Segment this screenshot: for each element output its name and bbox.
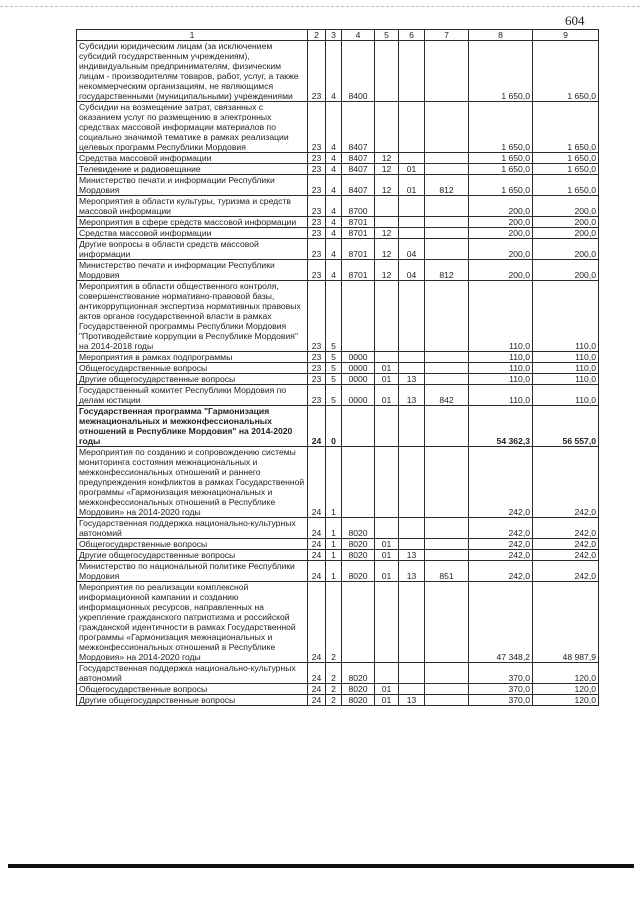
row-cell-col-8: 200,0 — [469, 196, 533, 217]
row-cell-col-6: 13 — [399, 550, 425, 561]
table-row — [77, 561, 599, 582]
row-cell-col-9: 242,0 — [533, 539, 599, 550]
row-cell-col-5: 12 — [375, 164, 399, 175]
row-cell-col-2: 24 — [308, 550, 326, 561]
row-cell-col-9: 56 557,0 — [533, 406, 599, 447]
row-cell-col-7 — [425, 102, 469, 153]
row-cell-col-6: 13 — [399, 374, 425, 385]
row-cell-col-2: 24 — [308, 582, 326, 663]
row-name-cell: Субсидии юридическим лицам (за исключением субсидий государственным учреждениям), индивидуальным предпринимателям, физическим лицам - производителям товаров, работ, услуг, а также некоммерческим организациям, не являющимся государственными (муниципальными) учреждениями — [77, 41, 308, 102]
row-cell-col-6 — [399, 228, 425, 239]
header-col-5: 5 — [375, 30, 399, 41]
row-cell-col-5 — [375, 582, 399, 663]
row-name-cell: Другие общегосударственные вопросы — [77, 550, 308, 561]
row-cell-col-4: 8407 — [342, 175, 375, 196]
row-cell-col-6 — [399, 663, 425, 684]
row-cell-col-7 — [425, 228, 469, 239]
row-cell-col-5: 12 — [375, 239, 399, 260]
row-cell-col-3: 4 — [326, 164, 342, 175]
row-name-cell: Государственная поддержка национально-культурных автономий — [77, 663, 308, 684]
row-cell-col-7 — [425, 281, 469, 352]
table-row — [77, 153, 599, 164]
row-cell-col-4 — [342, 406, 375, 447]
row-cell-col-5 — [375, 518, 399, 539]
row-cell-col-6 — [399, 539, 425, 550]
row-cell-col-7 — [425, 695, 469, 706]
row-cell-col-2: 24 — [308, 447, 326, 518]
row-cell-col-5 — [375, 196, 399, 217]
row-cell-col-9: 200,0 — [533, 228, 599, 239]
table-row — [77, 582, 599, 663]
row-cell-col-6: 13 — [399, 561, 425, 582]
row-cell-col-3: 4 — [326, 175, 342, 196]
row-name-cell: Субсидии на возмещение затрат, связанных с оказанием услуг по размещению в электронных средствах массовой информации материалов по социально значимой тематике в рамках реализации целевых программ Республики Мордовия — [77, 102, 308, 153]
row-cell-col-5: 12 — [375, 153, 399, 164]
row-cell-col-9: 120,0 — [533, 695, 599, 706]
row-cell-col-3: 0 — [326, 406, 342, 447]
row-cell-col-2: 23 — [308, 374, 326, 385]
row-cell-col-8: 242,0 — [469, 518, 533, 539]
row-cell-col-8: 110,0 — [469, 363, 533, 374]
row-cell-col-5 — [375, 102, 399, 153]
row-cell-col-4: 8701 — [342, 239, 375, 260]
row-cell-col-6: 01 — [399, 175, 425, 196]
row-cell-col-6: 13 — [399, 385, 425, 406]
row-cell-col-5: 12 — [375, 260, 399, 281]
row-cell-col-6 — [399, 684, 425, 695]
table-header-row — [77, 30, 599, 41]
row-cell-col-9: 1 650,0 — [533, 102, 599, 153]
row-cell-col-8: 200,0 — [469, 217, 533, 228]
row-cell-col-4: 8020 — [342, 684, 375, 695]
row-cell-col-5 — [375, 352, 399, 363]
page-number: 604 — [565, 13, 585, 28]
row-cell-col-8: 370,0 — [469, 663, 533, 684]
row-cell-col-7 — [425, 153, 469, 164]
row-cell-col-2: 24 — [308, 406, 326, 447]
row-cell-col-2: 23 — [308, 228, 326, 239]
row-cell-col-8: 242,0 — [469, 561, 533, 582]
row-cell-col-3: 5 — [326, 352, 342, 363]
row-cell-col-6 — [399, 102, 425, 153]
row-cell-col-5 — [375, 281, 399, 352]
row-cell-col-8: 1 650,0 — [469, 153, 533, 164]
row-cell-col-4: 0000 — [342, 374, 375, 385]
row-cell-col-4: 0000 — [342, 352, 375, 363]
row-name-cell: Мероприятия по созданию и сопровождению системы мониторинга состояния межнациональных и межконфессиональных отношений и раннего предупреждения конфликтов в рамках Государственной программы «Гармонизация межнациональных и межконфессиональных отношений в Республике Мордовия» на 2014-2020 годы — [77, 447, 308, 518]
row-cell-col-6 — [399, 153, 425, 164]
row-cell-col-6: 13 — [399, 695, 425, 706]
row-cell-col-6 — [399, 363, 425, 374]
row-cell-col-7 — [425, 447, 469, 518]
table-row — [77, 260, 599, 281]
row-cell-col-9: 110,0 — [533, 352, 599, 363]
row-cell-col-7: 851 — [425, 561, 469, 582]
row-cell-col-7 — [425, 217, 469, 228]
row-cell-col-3: 2 — [326, 695, 342, 706]
row-name-cell: Другие общегосударственные вопросы — [77, 695, 308, 706]
row-cell-col-5: 12 — [375, 175, 399, 196]
row-cell-col-4 — [342, 582, 375, 663]
row-cell-col-3: 5 — [326, 385, 342, 406]
row-cell-col-8: 1 650,0 — [469, 102, 533, 153]
row-name-cell: Общегосударственные вопросы — [77, 684, 308, 695]
header-col-3: 3 — [326, 30, 342, 41]
row-cell-col-3: 4 — [326, 217, 342, 228]
row-name-cell: Министерство печати и информации Республики Мордовия — [77, 175, 308, 196]
row-cell-col-7 — [425, 518, 469, 539]
row-cell-col-5 — [375, 663, 399, 684]
row-name-cell: Министерство печати и информации Республики Мордовия — [77, 260, 308, 281]
row-cell-col-6 — [399, 196, 425, 217]
row-cell-col-8: 200,0 — [469, 239, 533, 260]
row-cell-col-9: 110,0 — [533, 385, 599, 406]
row-cell-col-9: 120,0 — [533, 684, 599, 695]
row-cell-col-6 — [399, 352, 425, 363]
row-cell-col-6 — [399, 447, 425, 518]
header-col-1: 1 — [77, 30, 308, 41]
row-cell-col-7 — [425, 363, 469, 374]
row-cell-col-4: 8020 — [342, 550, 375, 561]
row-cell-col-8: 370,0 — [469, 695, 533, 706]
row-cell-col-2: 24 — [308, 684, 326, 695]
table-row — [77, 164, 599, 175]
row-cell-col-7 — [425, 663, 469, 684]
row-cell-col-3: 4 — [326, 102, 342, 153]
table-row — [77, 175, 599, 196]
row-cell-col-2: 24 — [308, 518, 326, 539]
row-cell-col-6 — [399, 217, 425, 228]
row-cell-col-9: 200,0 — [533, 260, 599, 281]
row-cell-col-3: 4 — [326, 153, 342, 164]
row-cell-col-2: 24 — [308, 695, 326, 706]
row-cell-col-2: 23 — [308, 196, 326, 217]
row-cell-col-3: 1 — [326, 518, 342, 539]
table-body — [77, 41, 599, 706]
row-cell-col-7 — [425, 352, 469, 363]
row-cell-col-4: 8407 — [342, 102, 375, 153]
row-cell-col-3: 2 — [326, 582, 342, 663]
table-row — [77, 41, 599, 102]
row-cell-col-2: 23 — [308, 217, 326, 228]
table-row — [77, 406, 599, 447]
row-cell-col-6: 04 — [399, 260, 425, 281]
row-cell-col-3: 1 — [326, 447, 342, 518]
row-cell-col-9: 242,0 — [533, 518, 599, 539]
row-cell-col-2: 23 — [308, 352, 326, 363]
row-cell-col-8: 200,0 — [469, 260, 533, 281]
row-cell-col-3: 4 — [326, 260, 342, 281]
row-cell-col-8: 110,0 — [469, 281, 533, 352]
header-col-8: 8 — [469, 30, 533, 41]
table-row — [77, 550, 599, 561]
row-cell-col-5: 01 — [375, 385, 399, 406]
row-cell-col-5: 01 — [375, 363, 399, 374]
table-row — [77, 228, 599, 239]
table-row — [77, 385, 599, 406]
row-cell-col-5 — [375, 217, 399, 228]
table-row — [77, 539, 599, 550]
header-col-9: 9 — [533, 30, 599, 41]
row-cell-col-2: 24 — [308, 539, 326, 550]
row-cell-col-8: 110,0 — [469, 385, 533, 406]
row-cell-col-5: 01 — [375, 561, 399, 582]
row-cell-col-2: 23 — [308, 102, 326, 153]
row-cell-col-9: 242,0 — [533, 550, 599, 561]
row-cell-col-8: 370,0 — [469, 684, 533, 695]
row-cell-col-2: 23 — [308, 153, 326, 164]
table-row — [77, 352, 599, 363]
row-cell-col-3: 4 — [326, 239, 342, 260]
row-cell-col-7 — [425, 550, 469, 561]
row-name-cell: Государственная программа "Гармонизация межнациональных и межконфессиональных отношений в Республике Мордовия" на 2014-2020 годы — [77, 406, 308, 447]
header-col-7: 7 — [425, 30, 469, 41]
table-row — [77, 239, 599, 260]
table-row — [77, 363, 599, 374]
row-cell-col-4: 8407 — [342, 153, 375, 164]
table-row — [77, 663, 599, 684]
header-col-6: 6 — [399, 30, 425, 41]
row-cell-col-8: 54 362,3 — [469, 406, 533, 447]
row-cell-col-6 — [399, 281, 425, 352]
row-cell-col-4: 8400 — [342, 41, 375, 102]
row-cell-col-7 — [425, 684, 469, 695]
row-cell-col-4: 8701 — [342, 217, 375, 228]
row-cell-col-8: 242,0 — [469, 539, 533, 550]
row-name-cell: Мероприятия в области общественного контроля, совершенствование нормативно-правовой базы, антикоррупционная экспертиза нормативных правовых актов органов государственной власти в рамках Государственной программы Республики Мордовия "Противодействие коррупции в Республике Мордовия" на 2014-2018 годы — [77, 281, 308, 352]
row-cell-col-5: 01 — [375, 539, 399, 550]
row-cell-col-4: 0000 — [342, 363, 375, 374]
row-cell-col-3: 1 — [326, 561, 342, 582]
row-cell-col-9: 110,0 — [533, 281, 599, 352]
row-cell-col-3: 4 — [326, 228, 342, 239]
row-name-cell: Министерство по национальной политике Республики Мордовия — [77, 561, 308, 582]
row-cell-col-4: 8701 — [342, 228, 375, 239]
row-cell-col-6 — [399, 582, 425, 663]
row-cell-col-2: 24 — [308, 561, 326, 582]
row-cell-col-7 — [425, 41, 469, 102]
row-cell-col-4: 8020 — [342, 539, 375, 550]
row-cell-col-7 — [425, 406, 469, 447]
row-cell-col-4: 8020 — [342, 518, 375, 539]
row-name-cell: Средства массовой информации — [77, 153, 308, 164]
row-cell-col-8: 110,0 — [469, 352, 533, 363]
row-cell-col-3: 5 — [326, 281, 342, 352]
row-cell-col-4 — [342, 281, 375, 352]
row-cell-col-4: 8407 — [342, 164, 375, 175]
row-cell-col-8: 1 650,0 — [469, 175, 533, 196]
row-cell-col-4 — [342, 447, 375, 518]
table-row — [77, 217, 599, 228]
row-cell-col-4: 8701 — [342, 260, 375, 281]
row-cell-col-9: 200,0 — [533, 217, 599, 228]
row-cell-col-3: 5 — [326, 363, 342, 374]
row-cell-col-7 — [425, 196, 469, 217]
page-bottom-bar — [8, 864, 634, 868]
row-cell-col-3: 2 — [326, 663, 342, 684]
row-cell-col-7 — [425, 374, 469, 385]
header-col-2: 2 — [308, 30, 326, 41]
row-cell-col-9: 110,0 — [533, 374, 599, 385]
row-cell-col-8: 1 650,0 — [469, 41, 533, 102]
row-cell-col-3: 2 — [326, 684, 342, 695]
table-row — [77, 102, 599, 153]
table-row — [77, 695, 599, 706]
row-name-cell: Мероприятия в рамках подпрограммы — [77, 352, 308, 363]
row-cell-col-8: 1 650,0 — [469, 164, 533, 175]
row-cell-col-5 — [375, 406, 399, 447]
row-cell-col-7 — [425, 239, 469, 260]
row-cell-col-6: 04 — [399, 239, 425, 260]
row-cell-col-7: 812 — [425, 260, 469, 281]
row-cell-col-5: 01 — [375, 695, 399, 706]
row-cell-col-3: 1 — [326, 539, 342, 550]
row-cell-col-5 — [375, 41, 399, 102]
row-cell-col-3: 4 — [326, 41, 342, 102]
row-cell-col-9: 1 650,0 — [533, 164, 599, 175]
row-cell-col-4: 8020 — [342, 695, 375, 706]
row-cell-col-8: 242,0 — [469, 447, 533, 518]
row-cell-col-9: 242,0 — [533, 447, 599, 518]
row-cell-col-8: 47 348,2 — [469, 582, 533, 663]
page-top-rule — [0, 6, 640, 7]
row-name-cell: Другие общегосударственные вопросы — [77, 374, 308, 385]
row-cell-col-7: 812 — [425, 175, 469, 196]
row-cell-col-9: 200,0 — [533, 196, 599, 217]
row-name-cell: Средства массовой информации — [77, 228, 308, 239]
row-cell-col-4: 8020 — [342, 561, 375, 582]
row-cell-col-2: 23 — [308, 239, 326, 260]
row-cell-col-3: 1 — [326, 550, 342, 561]
row-cell-col-9: 200,0 — [533, 239, 599, 260]
table-row — [77, 684, 599, 695]
row-name-cell: Государственная поддержка национально-культурных автономий — [77, 518, 308, 539]
row-cell-col-5: 01 — [375, 684, 399, 695]
row-cell-col-5 — [375, 447, 399, 518]
row-cell-col-7 — [425, 539, 469, 550]
table-row — [77, 281, 599, 352]
row-cell-col-9: 1 650,0 — [533, 41, 599, 102]
row-cell-col-6 — [399, 406, 425, 447]
row-cell-col-7: 842 — [425, 385, 469, 406]
row-cell-col-3: 4 — [326, 196, 342, 217]
row-cell-col-5: 01 — [375, 374, 399, 385]
row-cell-col-9: 48 987,9 — [533, 582, 599, 663]
row-cell-col-8: 242,0 — [469, 550, 533, 561]
row-cell-col-2: 23 — [308, 385, 326, 406]
table-row — [77, 518, 599, 539]
row-cell-col-7 — [425, 164, 469, 175]
row-cell-col-2: 23 — [308, 41, 326, 102]
row-cell-col-5: 12 — [375, 228, 399, 239]
row-cell-col-6 — [399, 518, 425, 539]
header-col-4: 4 — [342, 30, 375, 41]
row-cell-col-2: 23 — [308, 260, 326, 281]
row-name-cell: Государственный комитет Республики Мордовия по делам юстиции — [77, 385, 308, 406]
row-cell-col-6: 01 — [399, 164, 425, 175]
row-cell-col-8: 110,0 — [469, 374, 533, 385]
row-cell-col-9: 1 650,0 — [533, 153, 599, 164]
row-cell-col-9: 242,0 — [533, 561, 599, 582]
row-cell-col-4: 8020 — [342, 663, 375, 684]
row-name-cell: Мероприятия в сфере средств массовой информации — [77, 217, 308, 228]
budget-table — [76, 29, 599, 706]
row-cell-col-2: 24 — [308, 663, 326, 684]
row-name-cell: Общегосударственные вопросы — [77, 363, 308, 374]
row-name-cell: Другие вопросы в области средств массовой информации — [77, 239, 308, 260]
row-cell-col-8: 200,0 — [469, 228, 533, 239]
row-cell-col-6 — [399, 41, 425, 102]
row-cell-col-5: 01 — [375, 550, 399, 561]
row-cell-col-4: 0000 — [342, 385, 375, 406]
row-name-cell: Мероприятия по реализации комплексной информационной кампании и созданию информационных ресурсов, направленных на укрепление гражданского патриотизма и российской гражданской идентичности в рамках Государственной программы «Гармонизация межнациональных и межконфессиональных отношений в Республике Мордовия» на 2014-2020 годы — [77, 582, 308, 663]
row-cell-col-2: 23 — [308, 164, 326, 175]
row-name-cell: Общегосударственные вопросы — [77, 539, 308, 550]
row-name-cell: Телевидение и радиовещание — [77, 164, 308, 175]
row-cell-col-3: 5 — [326, 374, 342, 385]
table-row — [77, 447, 599, 518]
row-cell-col-4: 8700 — [342, 196, 375, 217]
table-row — [77, 196, 599, 217]
row-name-cell: Мероприятия в области культуры, туризма и средств массовой информации — [77, 196, 308, 217]
table-row — [77, 374, 599, 385]
row-cell-col-2: 23 — [308, 175, 326, 196]
row-cell-col-9: 110,0 — [533, 363, 599, 374]
row-cell-col-2: 23 — [308, 363, 326, 374]
row-cell-col-9: 1 650,0 — [533, 175, 599, 196]
row-cell-col-9: 120,0 — [533, 663, 599, 684]
row-cell-col-2: 23 — [308, 281, 326, 352]
row-cell-col-7 — [425, 582, 469, 663]
